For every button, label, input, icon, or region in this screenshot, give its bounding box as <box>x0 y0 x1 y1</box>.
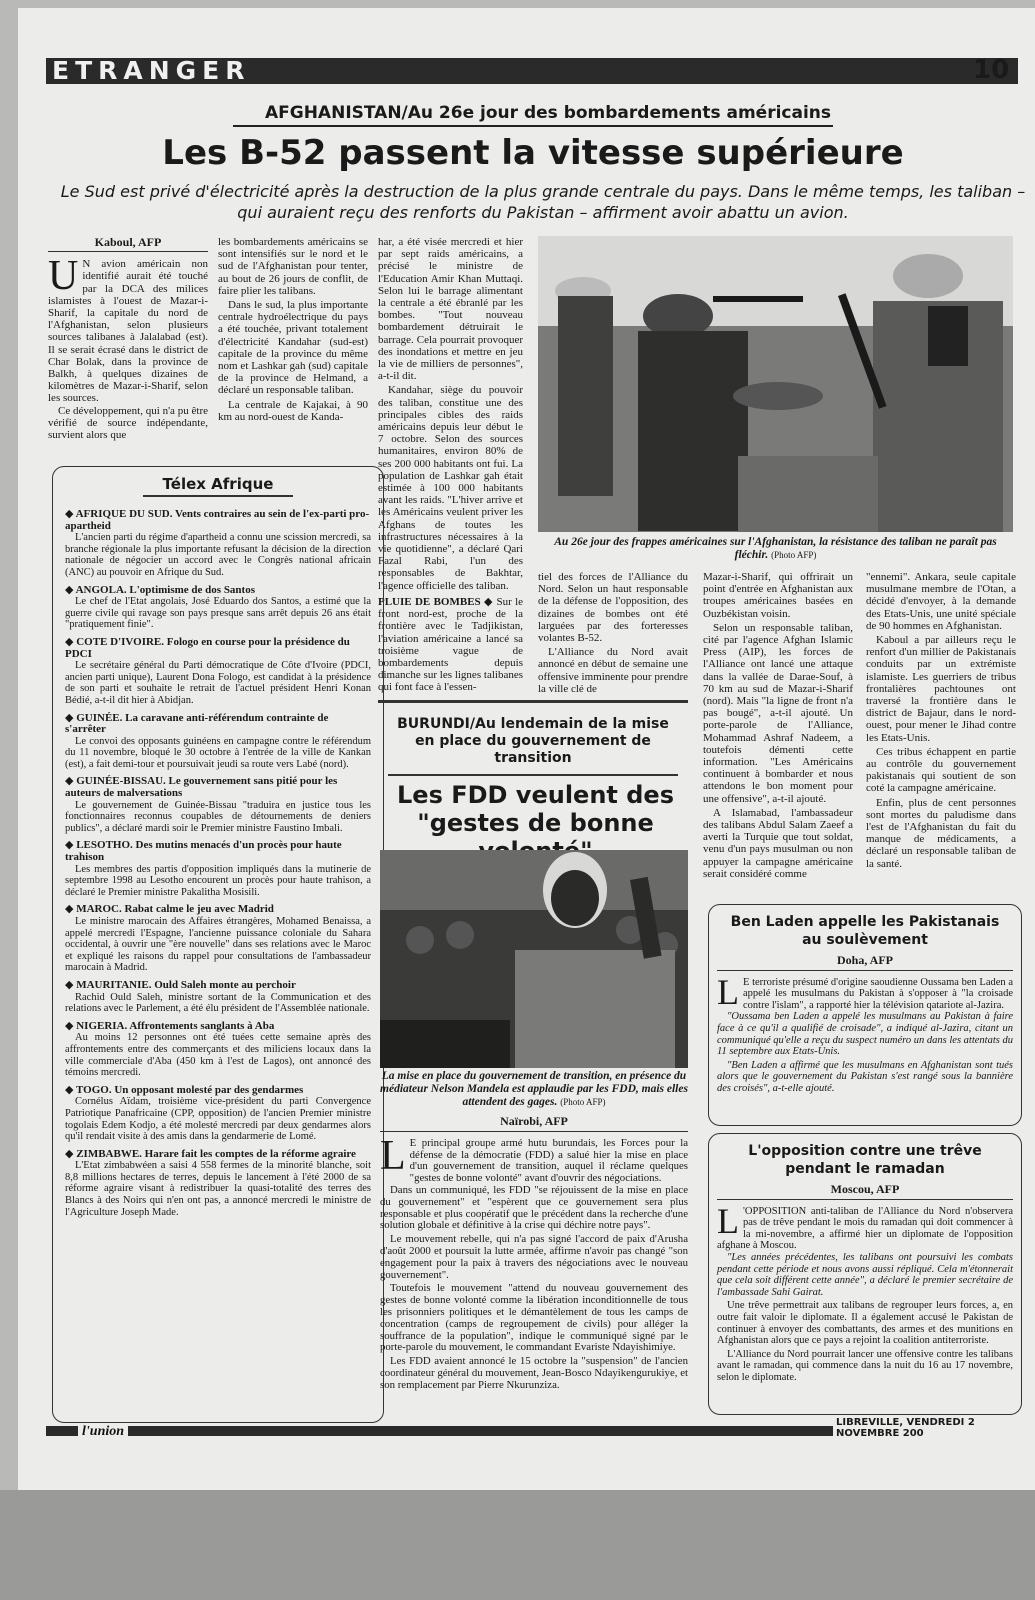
drop-cap: L <box>717 1200 739 1241</box>
article-column-6 <box>866 571 1016 872</box>
burundi-article-body <box>380 1116 688 1394</box>
burundi-headline: Les FDD veulent des "gestes de bonne <box>397 781 674 837</box>
opposition-box <box>708 1133 1022 1415</box>
subheading: PLUIE DE BOMBES <box>378 595 481 608</box>
ben-laden-box <box>708 904 1022 1126</box>
opposition-dateline: Moscou, AFP <box>717 1184 1013 1200</box>
telex-item-body: Le gouvernement de Guinée-Bissau "traduira en justice tous les fonctionnaires reconnus coupables de détournements de deniers publics", a déclaré mardi soir le Premier ministre Faustino Imbali. <box>65 799 371 834</box>
paragraph: E terroriste présumé d'origine saoudienne Oussama ben Laden a appelé les musulmans du Pakistan à s'opposer à "la croisade contre l'islam", a rapporté hier la télévision qatariote al-Jazira. <box>743 976 1013 1011</box>
photo-credit: (Photo AFP) <box>771 550 817 560</box>
telex-title: Télex Afrique <box>162 475 274 493</box>
paragraph: Le mouvement rebelle, qui n'a pas signé l'accord de paix d'Arusha d'août 2000 et poursuit la lutte armée, affirme n'avoir pas changé "son engagement pour la paix à travers des négociations avec le nouveau gouvernement". <box>380 1233 688 1281</box>
opposition-headline: L'opposition contre une trêve pendant le ramadan <box>748 1143 982 1177</box>
main-headline: Les B-52 passent la vitesse supérieure <box>162 133 904 173</box>
article-column-1 <box>48 236 208 443</box>
diamond-bullet-icon: ◆ <box>65 978 77 991</box>
telex-item-heading: COTE D'IVOIRE. Fologo en course pour la présidence du PDCI <box>65 635 350 660</box>
paragraph: "Les années précédentes, les talibans ont poursuivi les combats pendant cette période et nous avons aussi répliqué. Cela m'étonnerait que cela soit différent cette année", a déclaré le premier secrétaire de l'ambassade Sahi Gairat. <box>717 1251 1013 1298</box>
paragraph: L'Alliance du Nord avait annoncé en début de semaine une offensive imminente pour prendre la ville clé de <box>538 646 688 695</box>
photo-illustration <box>380 850 688 1068</box>
diamond-bullet-icon: ◆ <box>65 583 76 596</box>
telex-item-body: Le ministre marocain des Affaires étrangères, Mohamed Benaissa, a appelé mercredi l'Espagne, l'ancienne puissance coloniale du Sahara occidental, à ouvrir une "ère nouvelle" dans ses relations avec le Maroc et expliqué les raisons du rappel pour consultations de l'ambassadeur marocain à Madrid. <box>65 916 371 974</box>
telex-item-body: Au moins 12 personnes ont été tuées cette semaine après des affrontements entre des commerçants et des miliciens locaux dans la ville commerciale d'Aba (450 km à l'est de Lagos), ont annoncé des témoins mercredi. <box>65 1032 371 1079</box>
paragraph: Toutefois le mouvement "attend du nouveau gouvernement des gestes de bonne volonté comme la libération inconditionnelle de tous les prisonniers politiques et le démantèlement de tous les camps de concentration (camps de regroupement de civils) pour alléger la souffrance de la population", indique le communiqué signé par le porte-parole du mouvement, le commandant Evariste Ndayishimiye. <box>380 1282 688 1354</box>
paragraph: Selon un responsable taliban, cité par l'agence Afghan Islamic Press (AIP), les forces de l'Alliance ont lancé une attaque dans la vallée de Darae-Souf, à 70 km au sud de Mazar-i-Sharif (nord). Mais "la ligne de front n'a pas bougé", a-t-il ajouté. Un porte-parole de l'Alliance, Mohammad Ashraf Nadeem, a toutefois démenti cette information. "Les Américains continuent à bombarder et nous attendons le bon moment pour une offensive", a-t-il ajouté. <box>703 621 853 805</box>
paragraph: "Ben Laden a affirmé que les musulmans en Afghanistan sont tués alors que le gouvernement du Pakistan s'est rangé sous la bannière des croisés", a-t-elle ajouté. <box>717 1059 1013 1094</box>
photo-illustration <box>538 236 1013 532</box>
paragraph: N avion américain non identifié aurait été touché par la DCA des milices islamistes à l'ouest de Mazar-i-Sharif, la capitale du nord de l'Afghanistan, selon plusieurs sources talibanes à Jalalabad (est). Il se serait écrasé dans le district de Char Bolak, dans la province de Balkh, à quelques dizaines de kilomètres de Mazar-i-Sharif, selon les sources. <box>48 258 208 405</box>
diamond-bullet-icon: ◆ <box>65 775 77 788</box>
paragraph: Enfin, plus de cent personnes sont mortes du paludisme dans l'est de l'Afghanistan du fait du manque de médicaments, a déclaré un responsable taliban de la santé. <box>866 796 1016 870</box>
telex-item <box>65 585 371 631</box>
telex-item-heading: MAROC. Rabat calme le jeu avec Madrid <box>76 903 274 916</box>
mandela-photo <box>380 850 688 1068</box>
telex-item-heading: ZIMBABWE. Harare fait les comptes de la réforme agraire <box>76 1147 356 1160</box>
diamond-bullet-icon: ◆ <box>65 635 77 648</box>
telex-item-body: Les membres des partis d'opposition impliqués dans la mutinerie de septembre 1998 au Lesotho encourent un procès pour haute trahison, a déclaré le Premier ministre Pakalitha Mosisili. <box>65 863 371 898</box>
telex-item-body: Le secrétaire général du Parti démocratique de Côte d'Ivoire (PDCI, ancien parti unique), Laurent Dona Fologo, est candidat à la présidence de son parti et souhaite le retrait de l'actuel président Henri Konan Bédié, a-t-il dit hier à Abidjan. <box>65 660 371 706</box>
telex-item <box>65 776 371 834</box>
burundi-kicker: BURUNDI/Au lendemain de la mise en place du gouvernement de transition <box>397 716 669 766</box>
telex-item-body: Rachid Ould Saleh, ministre sortant de la Communication et des relations avec le Parlement, a été élu président de l'Assemblée nationale. <box>65 991 371 1015</box>
telex-item-heading: GUINÉE-BISSAU. Le gouvernement sans pitié pour les auteurs de malversations <box>65 775 338 800</box>
diamond-bullet-icon: ◆ <box>65 711 77 724</box>
telex-item-heading: ANGOLA. L'optimisme de dos Santos <box>75 583 255 596</box>
article-column-4 <box>538 571 688 697</box>
telex-item <box>65 637 371 707</box>
taliban-fighters-photo <box>538 236 1013 532</box>
telex-item <box>65 509 371 579</box>
telex-item <box>65 980 371 1015</box>
paragraph: La centrale de Kajakai, à 90 km au nord-ouest de Kanda- <box>218 398 368 423</box>
main-photo-caption <box>538 536 1013 562</box>
diamond-bullet-icon: ◆ <box>65 1147 77 1160</box>
paragraph: E principal groupe armé hutu burundais, les Forces pour la défense de la démocratie (FDD) a salué hier la mise en place d'un gouvernement de transition, auquel il réclame quelques "gestes de bonne volonté" avant d'ouvrir des négociations. <box>409 1136 688 1185</box>
burundi-top-rule <box>378 700 688 703</box>
diamond-bullet-icon: ◆ <box>65 839 77 852</box>
paragraph: Ce développement, qui n'a pu être vérifié de source indépendante, survient alors que <box>48 404 208 442</box>
telex-title-rule <box>143 495 293 497</box>
telex-item-heading: NIGERIA. Affrontements sanglants à Aba <box>76 1019 275 1032</box>
paragraph: "ennemi". Ankara, seule capitale musulmane membre de l'Otan, a décidé d'envoyer, à la demande des Etats-Unis, une unité spéciale de 90 hommes en Afghanistan. <box>866 571 1016 632</box>
paragraph: Sur le front nord-est, proche de la frontière avec le Tadjikistan, l'aviation américaine a lancé sa troisième vague de bombardements depuis dimanche sur les lignes talibanes qui font face à l'essen- <box>378 595 524 694</box>
diamond-bullet-icon: ◆ <box>484 595 494 608</box>
page-number: 10 <box>973 55 1010 85</box>
diamond-bullet-icon: ◆ <box>65 1019 77 1032</box>
telex-item <box>65 1021 371 1079</box>
paragraph: 'OPPOSITION anti-taliban de l'Alliance du Nord n'observera pas de trêve pendant le mois du ramadan qui doit commencer à la mi-novembre, a affirmé hier un diplomate de l'opposition afghane à Moscou. <box>717 1205 1013 1252</box>
telex-item-heading: MAURITANIE. Ould Saleh monte au perchoir <box>76 978 296 991</box>
diamond-bullet-icon: ◆ <box>65 508 76 520</box>
diamond-bullet-icon: ◆ <box>65 1083 77 1096</box>
paragraph: L'Alliance du Nord pourrait lancer une offensive contre les talibans avant le ramadan, qui commence dans la nuit du 16 au 17 novembre, selon le diplomate. <box>717 1348 1013 1383</box>
section-label: ETRANGER <box>52 56 251 85</box>
telex-item-heading: LESOTHO. Des mutins menacés d'un procès pour haute trahison <box>65 839 342 864</box>
paragraph: Mazar-i-Sharif, qui offrirait un point d'entrée en Afghanistan aux troupes américaines basées en Ouzbékistan voisin. <box>703 571 853 620</box>
telex-item-body: Le chef de l'Etat angolais, José Eduardo dos Santos, a estimé que la guerre civile qui ravage son pays presque sans arrêt depuis 26 ans était "pratiquement finie". <box>65 596 371 631</box>
article-column-2 <box>218 236 368 425</box>
paragraph: les bombardements américains se sont intensifiés sur le nord et le sud de l'Afghanistan pour tenter, au bout de 26 jours de conflit, de faire plier les talibans. <box>218 236 368 297</box>
telex-afrique-box <box>52 466 384 1423</box>
newspaper-page <box>18 8 1035 1553</box>
diamond-bullet-icon: ◆ <box>65 903 77 916</box>
telex-item-heading: GUINÉE. La caravane anti-référendum contrainte de s'arrêter <box>65 711 329 736</box>
article-column-5 <box>703 571 853 882</box>
burundi-photo-caption <box>380 1070 688 1109</box>
telex-item <box>65 840 371 898</box>
paragraph: Dans le sud, la plus importante centrale hydroélectrique du pays a été touchée, privant totalement d'électricité Kandahar (sud-est) capitale de la province du même nom et Lashkar gah (sud) capitale de la province de Helmand, a déclaré un responsable taliban. <box>218 299 368 397</box>
paragraph: Une trêve permettrait aux talibans de regrouper leurs forces, a, en outre fait valoir le diplomate. Il a également accusé le Pakistan de continuer à envoyer des combattants, des armes et des munitions en Afghanistan alors que ce pays a rejoint la coalition antiterroriste. <box>717 1300 1013 1347</box>
paragraph: Les FDD avaient annoncé le 15 octobre la "suspension" de l'ancien coordinateur général du mouvement, Jean-Bosco Ndayikengurukiye, et son remplacement par Pierre Nkurunziza. <box>380 1355 688 1391</box>
photo-credit: (Photo AFP) <box>560 1097 606 1107</box>
opposition-body <box>709 1184 1021 1384</box>
footer-dateline: LIBREVILLE, VENDREDI 2 NOVEMBRE 200 <box>833 1417 1035 1439</box>
newspaper-logo: l'union <box>78 1424 128 1440</box>
paragraph: Ces tribus échappent en partie au contrôle du gouvernement pakistanais qui soutient de son coté la campagne américaine. <box>866 745 1016 795</box>
telex-item-body: Le convoi des opposants guinéens en campagne contre le référendum du 11 novembre, bloqué le 30 octobre à l'entrée de la ville de Kankan (est), a fait demi-tour et poursuivait jeudi sa route vers Labé (nord). <box>65 735 371 770</box>
background-shadow <box>0 1490 1035 1600</box>
article-kicker: AFGHANISTAN/Au 26e jour des bombardements américains <box>264 103 832 123</box>
main-subhead: Le Sud est privé d'électricité après la destruction de la plus grande centrale du pays. Dans le même temps, les taliban – qui auraient reçu des renforts du Pakistan – affirment avoir abattu un avion. <box>60 182 1026 222</box>
paragraph: har, a été visée mercredi et hier par sept raids américains, a précisé le ministre de l'Education Amir Khan Muttaqi. Selon lui le barrage alimentant la centrale a été ébranlé par les bombes. "Tout nouveau bombardement détruirait le barrage. Cela pourrait provoquer des inondations et mettre en jeu la vie de milliers de personnes", a-t-il dit. <box>378 236 523 383</box>
paragraph: Kandahar, siège du pouvoir des taliban, constitue une des principales cibles des raids américains depuis leur début le 7 octobre. Selon des sources humanitaires, environ 80% de ses 200 000 habitants ont fui. La population de Lashkar gah était estimée à 100 000 habitants avant les raids. "L'hiver arrive et les Américains veulent priver les Afghans de toutes les infrastructures nécessaires à la vie quotidienne", a déclaré Qari Fazal Rabi, l'un des responsables de Bakhtar, l'agence officielle des taliban. <box>378 384 523 592</box>
paragraph: Dans un communiqué, les FDD "se réjouissent de la mise en place du gouvernement" et "espèrent que ce gouvernement sera plus responsable et plus coopératif que le précédent dans la recherche d'une solution globale et définitive à la crise qui déchire notre pays". <box>380 1183 688 1232</box>
main-dateline: Kaboul, AFP <box>48 236 208 252</box>
telex-item <box>65 713 371 771</box>
kicker-underline <box>233 125 833 127</box>
telex-item <box>65 1149 371 1219</box>
telex-item <box>65 1085 371 1143</box>
telex-item-body: L'Etat zimbabwéen a saisi 4 558 fermes de la minorité blanche, soit 8,8 millions hectares de terres, depuis le lancement à l'été 2000 de sa réforme agraire visant à redistribuer la quasi-totalité des terres des Blancs à des Noirs qui n'en ont pas, a annoncé mercredi le ministre de l'Agriculture Joseph Made. <box>65 1160 371 1218</box>
drop-cap: L <box>717 971 739 1012</box>
drop-cap: L <box>380 1132 406 1179</box>
paragraph: "Oussama ben Laden a appelé les musulmans au Pakistan à faire face à ce qu'il a qualifié de croisade", a indiqué al-Jazira, citant un communiqué qu'elle a reçu du suspect numéro un dans les attentats du 11 septembre aux Etats-Unis. <box>717 1011 1013 1058</box>
telex-items <box>53 509 383 1218</box>
telex-item-heading: AFRIQUE DU SUD. Vents contraires au sein de l'ex-parti pro-apartheid <box>65 508 370 532</box>
ben-laden-body <box>709 955 1021 1095</box>
telex-item-body: L'ancien parti du régime d'apartheid a connu une scission mercredi, sa branche régionale la plus importante refusant la décision de la direction nationale de négocier un accord avec le Congrès national africain (ANC) au pouvoir en Afrique du Sud. <box>65 532 371 578</box>
burundi-dateline: Naïrobi, AFP <box>380 1116 688 1132</box>
paragraph: Kaboul a par ailleurs reçu le renfort d'un millier de Pakistanais conduits par un extrémiste islamiste. Les guerriers de tribus frontalières pachtounes ont traversé la frontière dans le district de Bajaur, dans le nord-ouest, pour mener le Jihad contre les Etats-Unis. <box>866 634 1016 744</box>
ben-laden-dateline: Doha, AFP <box>717 955 1013 971</box>
telex-item-body: Cornélus Aïdam, troisième vice-président du parti Convergence Patriotique Panafricaine (CPP, opposition) de l'ancien Premier ministre togolais Edem Kodjo, a été molesté mercredi par deux gendarmes alors qu'il rendait visite à des amis dans la gendarmerie de Lomé. <box>65 1096 371 1143</box>
paragraph: A Islamabad, l'ambassadeur des talibans Abdul Salam Zaeef a averti la Turquie que tout soldat, venu d'un pays musulman ou non appuyer la campagne américaine serait considéré comme <box>703 806 853 880</box>
caption-text: Au 26e jour des frappes américaines sur l'Afghanistan, la résistance des taliban ne paraît pas fléchir. <box>554 536 997 561</box>
telex-item-heading: TOGO. Un opposant molesté par des gendarmes <box>76 1083 304 1096</box>
telex-item <box>65 904 371 974</box>
ben-laden-headline: Ben Laden appelle les Pakistanais au soulèvement <box>730 914 1000 948</box>
drop-cap: U <box>48 253 79 300</box>
burundi-kicker-rule <box>388 774 678 776</box>
article-column-3 <box>378 236 523 696</box>
caption-text: La mise en place du gouvernement de transition, en présence du médiateur Nelson Mandela est applaudie par les FDD, mais elles attendent des gages. <box>380 1070 688 1108</box>
paragraph: tiel des forces de l'Alliance du Nord. Selon un haut responsable de la défense de l'opposition, des dizaines de bombes ont été larguées par des forteresses volantes B-52. <box>538 571 688 645</box>
